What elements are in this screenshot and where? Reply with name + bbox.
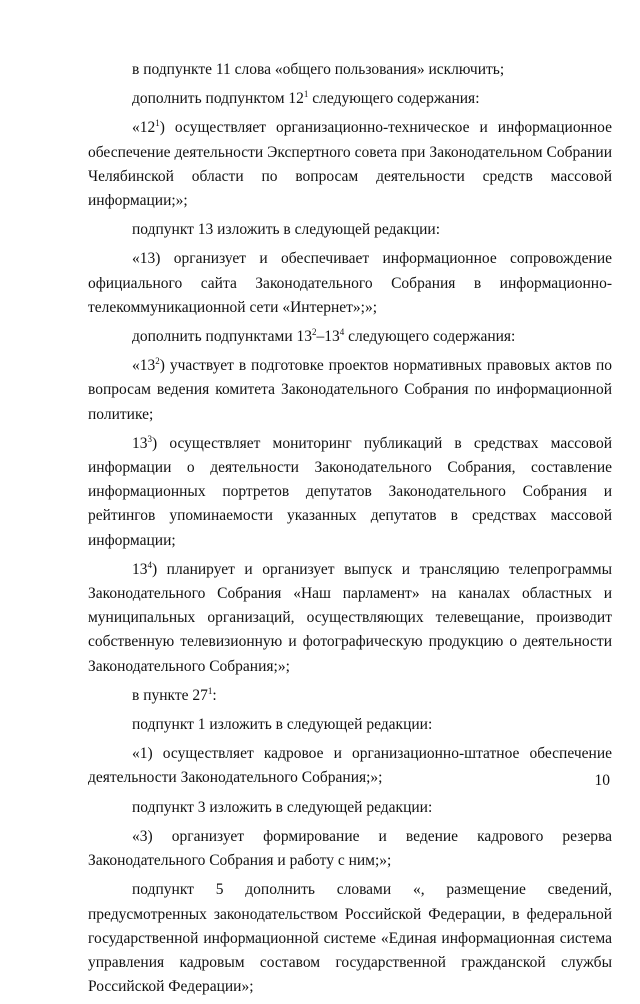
paragraph-text: подпункт 1 изложить в следующей редакции: [132, 716, 433, 734]
paragraph [88, 247, 612, 320]
paragraph-text: дополнить подпунктом 12 [132, 90, 304, 108]
paragraph-text: подпункт 3 изложить в следующей редакции: [132, 798, 433, 816]
paragraph-text: «13) организует и обеспечивает информационное сопровождение официального сайта Законодательного Собрания в информационно-телекоммуникационной сети «Интернет»;»; [88, 250, 612, 316]
superscript: 1 [303, 89, 309, 100]
document-body [88, 58, 612, 1004]
paragraph-text: 13 [132, 560, 148, 578]
paragraph [88, 742, 612, 790]
superscript: 3 [147, 433, 152, 444]
paragraph [88, 713, 612, 737]
paragraph-text: дополнить подпунктами 13 [132, 328, 312, 346]
paragraph-text: «12 [132, 119, 156, 137]
paragraph-text: ) планирует и организует выпуск и трансляцию телепрограммы Законодательного Собрания «Наш парламент» на каналах областных и муниципальных организаций, осуществляющих телевещание, производит собственную телевизионную и фотографическую продукцию о деятельности Законодательного Собрания;»; [88, 560, 612, 675]
superscript: 1 [155, 118, 160, 129]
paragraph [88, 116, 612, 213]
paragraph [88, 796, 612, 820]
paragraph-text: ) осуществляет организационно-техническое и информационное обеспечение деятельности Экспертного совета при Законодательном Собрании Челябинской области по вопросам деятельности средств массовой информации;»; [88, 119, 612, 210]
paragraph-text: 13 [132, 434, 148, 452]
paragraph-text: в подпункте 11 слова «общего пользования» исключить; [132, 61, 505, 78]
superscript: 2 [312, 327, 317, 338]
paragraph-text: в пункте 27 [132, 686, 208, 704]
paragraph-text: ) участвует в подготовке проектов нормативных правовых актов по вопросам ведения комитета Законодательного Собрания по информационной политике; [88, 357, 612, 423]
paragraph [88, 558, 612, 679]
paragraph [88, 684, 612, 708]
paragraph-text: подпункт 5 дополнить словами «, размещение сведений, предусмотренных законодательством Российской Федерации, в федеральной государственной информационной системе «Единая информационная система управления кадровым составом государственной гражданской службы Российской Федерации»; [88, 881, 612, 996]
paragraph-text: следующего содержания: [308, 90, 480, 108]
paragraph-text: ) осуществляет мониторинг публикаций в средствах массовой информации о деятельности Законодательного Собрания, составление информационных портретов депутатов Законодательного Собрания и рейтингов упоминаемости указанных депутатов в средствах массовой информации; [88, 434, 612, 549]
paragraph-text: –13 [316, 328, 340, 346]
paragraph [88, 354, 612, 427]
paragraph [88, 325, 612, 349]
superscript: 4 [339, 327, 345, 338]
paragraph [88, 218, 612, 242]
superscript: 4 [147, 559, 152, 570]
paragraph-text: «3) организует формирование и ведение кадрового резерва Законодательного Собрания и работу с ним;»; [88, 827, 612, 870]
paragraph-text: «1) осуществляет кадровое и организационно-штатное обеспечение деятельности Законодательного Собрания;»; [88, 745, 612, 787]
paragraph [88, 87, 612, 111]
paragraph-text: : [212, 686, 217, 704]
superscript: 2 [155, 356, 160, 367]
paragraph-text: подпункт 13 изложить в следующей редакции: [132, 221, 441, 239]
paragraph-text: следующего содержания: [344, 328, 516, 346]
superscript: 1 [207, 685, 213, 696]
paragraph [88, 58, 612, 82]
paragraph-text: «13 [132, 357, 156, 375]
page-number: 10 [594, 772, 610, 789]
paragraph [88, 825, 612, 873]
paragraph [88, 878, 612, 999]
paragraph [88, 432, 612, 553]
